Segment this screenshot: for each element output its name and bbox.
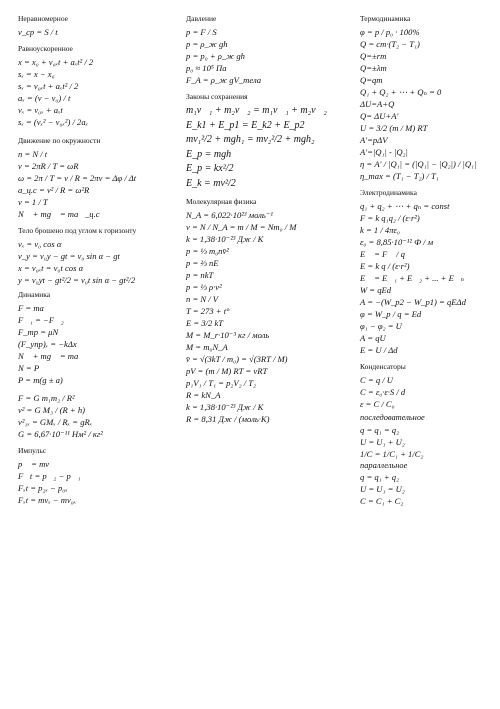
formula-line: A'=pΔV [360, 135, 388, 145]
section-title: Равноускоренное [18, 44, 73, 53]
formula-line: A'=|Q₁| - |Q₂| [360, 147, 408, 157]
formula-line: pV = (m / M) RT = νRT [186, 366, 268, 376]
formula-line: p = nkT [186, 270, 214, 280]
formula-line: p = ⅓ ρ·v² [186, 282, 222, 292]
section-title: Тело брошено под углом к горизонту [18, 226, 137, 235]
formula-line: q = q₁ + q₂ [360, 472, 400, 482]
formula-line: Q=±λm [360, 63, 387, 73]
formula-line: R = 8,31 Дж / (моль·K) [186, 414, 270, 424]
formula-line: v = 2πR / T = ωR [18, 161, 79, 171]
formula-line: F = G m₁m₂ / R² [18, 393, 75, 403]
formula-line: Q= ΔU+A' [360, 111, 399, 121]
formula-line: k = 1,38·10⁻²³ Дж / K [186, 234, 264, 244]
formula-line: sₓ = (vₓ² − v₀ₓ²) / 2aₓ [18, 117, 89, 127]
formula-line: P = m(g ± a) [18, 375, 63, 385]
formula-line: C = C₁ + C₂ [360, 496, 404, 506]
formula-line: F⃗₁ = −F⃗₂ [18, 315, 64, 325]
section-title: Законы сохранения [186, 92, 248, 101]
formula-line: n = N / t [18, 149, 48, 159]
formula-line: φ = W_p / q = Ed [360, 309, 422, 319]
formula-line: U = 3/2 (m / M) RT [360, 123, 428, 133]
formula-line: Fₓt = mvₓ − mv₀ₓ [18, 495, 77, 505]
formula-line: R = kN_A [186, 390, 221, 400]
formula-line: T = 273 + t° [186, 306, 230, 316]
formula-line: v_ср = S / t [18, 27, 58, 37]
formula-line: E⃗ = E⃗₁ + E⃗₂ + ... + E⃗ₙ [360, 273, 465, 283]
formula-line: M = m₀N_A [186, 342, 228, 352]
formula-line: p = ⅓ m₀nv̄² [186, 246, 229, 256]
formula-line: mv₁²/2 + mgh₁ = mv₂²/2 + mgh₂ [186, 134, 315, 145]
formula-line: n = N / V [186, 294, 219, 304]
formula-line: F = ma [18, 303, 44, 313]
formula-line: ω = 2π / T = v / R = 2πν = Δφ / Δt [18, 173, 137, 183]
formula-line: E_p = mgh [186, 148, 232, 160]
formula-line: M = M_r·10⁻³ кг / моль [186, 330, 270, 340]
formula-line: E = U / Δd [360, 345, 398, 355]
formula-line: C = q / U [360, 375, 394, 385]
formula-line: vₓ = v₀ₓ + aₓt [18, 105, 63, 115]
formula-line: ν = 1 / T [18, 197, 48, 207]
formula-line: sₓ = v₀ₓt + aₓt² / 2 [18, 81, 79, 91]
formula-line: p = p₀ + ρ_ж gh [186, 51, 245, 61]
formula-line: A = qU [360, 333, 386, 343]
formula-line: F_A = ρ_ж gV_тела [186, 75, 262, 85]
formula-line: η_max = (T₁ − T₂) / T₁ [360, 171, 439, 181]
formula-line: φ₁ − φ₂ = U [360, 321, 402, 331]
formula-line: F = k q₁q₂ / (ε·r²) [360, 213, 420, 223]
formula-line: F_тр = μN [18, 327, 59, 337]
formula-line: 1/C = 1/C₁ + 1/C₂ [360, 448, 424, 459]
formula-line: Q=qm [360, 75, 383, 85]
formula-line: E_k = mv²/2 [186, 177, 236, 189]
formula-line: p = ⅔ nE [186, 258, 219, 268]
section-title: Динамика [18, 290, 51, 299]
formula-line: N⃗ + mg⃗ = ma⃗ [18, 351, 85, 361]
formula-line: x = v₀ₓt = v₀t cos α [18, 263, 84, 273]
formula-line: aₓ = (v − v₀) / t [18, 93, 71, 103]
formula-line: F⃗t = p⃗₂ − p⃗₁ [18, 471, 81, 481]
formula-line: p = F / S [186, 27, 217, 37]
section-title: Давление [186, 14, 217, 23]
formula-line: φ = p / p₀ · 100% [360, 27, 420, 37]
formula-line: sₓ = x − x₀ [18, 69, 55, 79]
formula-line: Q = cm·(T₂ − T₁) [360, 39, 420, 49]
formula-line: x = x₀ + v₀ₓt + aₓt² / 2 [18, 57, 94, 67]
section-title: Движение по окружности [18, 136, 101, 145]
section-title: Электродинамика [360, 188, 417, 197]
formula-line: A = −(W_p2 − W_p1) = qEΔd [360, 297, 466, 307]
section-title: Термодинамика [360, 14, 411, 23]
formula-line: Q₁ + Q₂ + ⋯ + Qₙ = 0 [360, 87, 442, 97]
formula-line: m₁v⃗₁ + m₂v⃗₂ = m₁v⃗₁ + m₂v⃗₂ [186, 105, 327, 116]
section-title: Молекулярная физика [186, 197, 257, 206]
formula-line: E⃗ = F⃗ / q [360, 249, 405, 259]
formula-line: ε₀ = 8,85·10⁻¹² Ф / м [360, 237, 434, 247]
formula-line: N⃗ + mg⃗ = ma⃗_ц.с [18, 209, 100, 219]
formula-line: ΔU=A+Q [360, 99, 395, 109]
formula-line: v_y = v₀y − gt = v₀ sin α − gt [18, 251, 120, 261]
formula-line: E = k q / (ε·r²) [360, 261, 410, 271]
section-title: Импульс [18, 446, 47, 455]
column-right [360, 14, 496, 507]
formula-line: E = 3/2 kT [186, 318, 224, 328]
formula-line: Fₓt = p₂ₓ − p₀ₓ [18, 483, 68, 493]
formula-line: C = ε₀·ε·S / d [360, 387, 406, 397]
connection-type-label: последовательное [360, 413, 425, 422]
formula-line: p = ρ_ж gh [186, 39, 228, 49]
formula-line: p₁V₁ / T₁ = p₂V₂ / T₂ [186, 378, 257, 388]
formula-line: v̄ = √(3kT / m₀) = √(3RT / M) [186, 354, 288, 364]
formula-line: a_ц.с = v² / R = ω²R [18, 185, 90, 195]
formula-line: (F_упр)ₓ = −kΔx [18, 339, 77, 349]
formula-line: E_k1 + E_p1 = E_k2 + E_p2 [186, 119, 305, 131]
formula-line: N_A = 6,022·10²³ моль⁻¹ [186, 210, 273, 220]
formula-line: η = A' / |Q₁| = (|Q₁| − |Q₂|) / |Q₁| [360, 159, 477, 169]
formula-line: U = U₁ = U₂ [360, 484, 405, 494]
formula-line: p₀ ≈ 10⁵ Па [186, 63, 227, 73]
formula-line: vₓ = v₀ cos α [18, 239, 62, 249]
formula-line: ν = N / N_A = m / M = Nm₀ / M [186, 222, 297, 232]
formula-line: q₁ + q₂ + ⋯ + qₙ = const [360, 201, 450, 211]
formula-line: ε = C / C₀ [360, 399, 395, 409]
column-middle [186, 14, 362, 425]
section-title: Неравномерное [18, 14, 68, 23]
formula-line: N = P [18, 363, 40, 373]
column-left [18, 14, 178, 506]
formula-line: p⃗ = mv⃗ [18, 459, 56, 469]
formula-line: E_p = kx²/2 [186, 163, 234, 174]
formula-line: y = v₀yt − gt²/2 = v₀t sin α − gt²/2 [18, 275, 136, 285]
formula-line: G = 6,67·10⁻¹¹ Нм² / кг² [18, 429, 103, 439]
formula-line: k = 1,38·10⁻²³ Дж / K [186, 402, 264, 412]
formula-line: Q=±rm [360, 51, 387, 61]
formula-line: q = q₁ = q₂ [360, 424, 400, 435]
formula-line: U = U₁ + U₂ [360, 436, 405, 447]
connection-type-label: параллельное [360, 460, 408, 470]
formula-line: v² = G M₃ / (R + h) [18, 405, 86, 415]
formula-line: v²₁ₓ = GMₓ / Rₓ = gRₓ [18, 417, 93, 427]
section-title: Конденсаторы [360, 362, 406, 371]
formula-line: W = qEd [360, 285, 392, 295]
formula-line: k = 1 / 4πε₀ [360, 225, 400, 235]
